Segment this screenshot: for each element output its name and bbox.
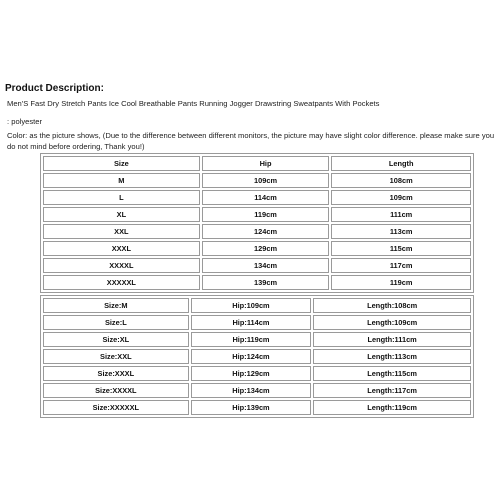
description-heading: Product Description: (5, 83, 104, 94)
table-row (43, 207, 471, 222)
header-size: Size (43, 156, 200, 171)
size-cell: L (43, 190, 200, 205)
hip-cell: Hip:124cm (191, 349, 312, 364)
table-row (43, 349, 471, 364)
length-cell: 115cm (331, 241, 471, 256)
size-cell: Size:XXXXXL (43, 400, 189, 415)
size-cell: XXL (43, 224, 200, 239)
product-title: Men'S Fast Dry Stretch Pants Ice Cool Breathable Pants Running Jogger Drawstring Sweatpants With Pockets (7, 99, 380, 108)
size-cell: M (43, 173, 200, 188)
hip-cell: 114cm (202, 190, 330, 205)
size-cell: Size:XXXXL (43, 383, 189, 398)
table-row (43, 298, 471, 313)
length-cell: 108cm (331, 173, 471, 188)
table-row (43, 400, 471, 415)
size-chart-labeled-table (40, 295, 474, 418)
length-cell: 111cm (331, 207, 471, 222)
table-row (43, 173, 471, 188)
hip-cell: 109cm (202, 173, 330, 188)
hip-cell: 139cm (202, 275, 330, 290)
header-length: Length (331, 156, 471, 171)
size-cell: XL (43, 207, 200, 222)
length-cell: Length:109cm (313, 315, 471, 330)
length-cell: Length:108cm (313, 298, 471, 313)
table-row (43, 241, 471, 256)
color-note: Color: as the picture shows, (Due to the difference between different monitors, the picture may have slight color difference. please make sure you do not mind before ordering, Thank you!) (7, 131, 495, 151)
length-cell: Length:113cm (313, 349, 471, 364)
table-row (43, 383, 471, 398)
hip-cell: 124cm (202, 224, 330, 239)
size-cell: XXXL (43, 241, 200, 256)
header-hip: Hip (202, 156, 330, 171)
hip-cell: Hip:109cm (191, 298, 312, 313)
hip-cell: Hip:134cm (191, 383, 312, 398)
hip-cell: Hip:129cm (191, 366, 312, 381)
size-cell: Size:M (43, 298, 189, 313)
length-cell: Length:111cm (313, 332, 471, 347)
length-cell: 113cm (331, 224, 471, 239)
size-cell: Size:XXXL (43, 366, 189, 381)
length-cell: 119cm (331, 275, 471, 290)
length-cell: Length:119cm (313, 400, 471, 415)
table-row (43, 190, 471, 205)
size-cell: XXXXL (43, 258, 200, 273)
table-row (43, 315, 471, 330)
table-header-row (43, 156, 471, 171)
length-cell: Length:115cm (313, 366, 471, 381)
table-row (43, 224, 471, 239)
material-text: : polyester (7, 117, 43, 126)
table-row (43, 275, 471, 290)
hip-cell: 134cm (202, 258, 330, 273)
table-row (43, 258, 471, 273)
hip-cell: Hip:119cm (191, 332, 312, 347)
hip-cell: 119cm (202, 207, 330, 222)
size-cell: Size:L (43, 315, 189, 330)
hip-cell: 129cm (202, 241, 330, 256)
hip-cell: Hip:114cm (191, 315, 312, 330)
hip-cell: Hip:139cm (191, 400, 312, 415)
length-cell: Length:117cm (313, 383, 471, 398)
length-cell: 117cm (331, 258, 471, 273)
size-cell: Size:XXL (43, 349, 189, 364)
length-cell: 109cm (331, 190, 471, 205)
size-chart-table (40, 153, 474, 293)
size-cell: XXXXXL (43, 275, 200, 290)
size-cell: Size:XL (43, 332, 189, 347)
table-row (43, 366, 471, 381)
table-row (43, 332, 471, 347)
